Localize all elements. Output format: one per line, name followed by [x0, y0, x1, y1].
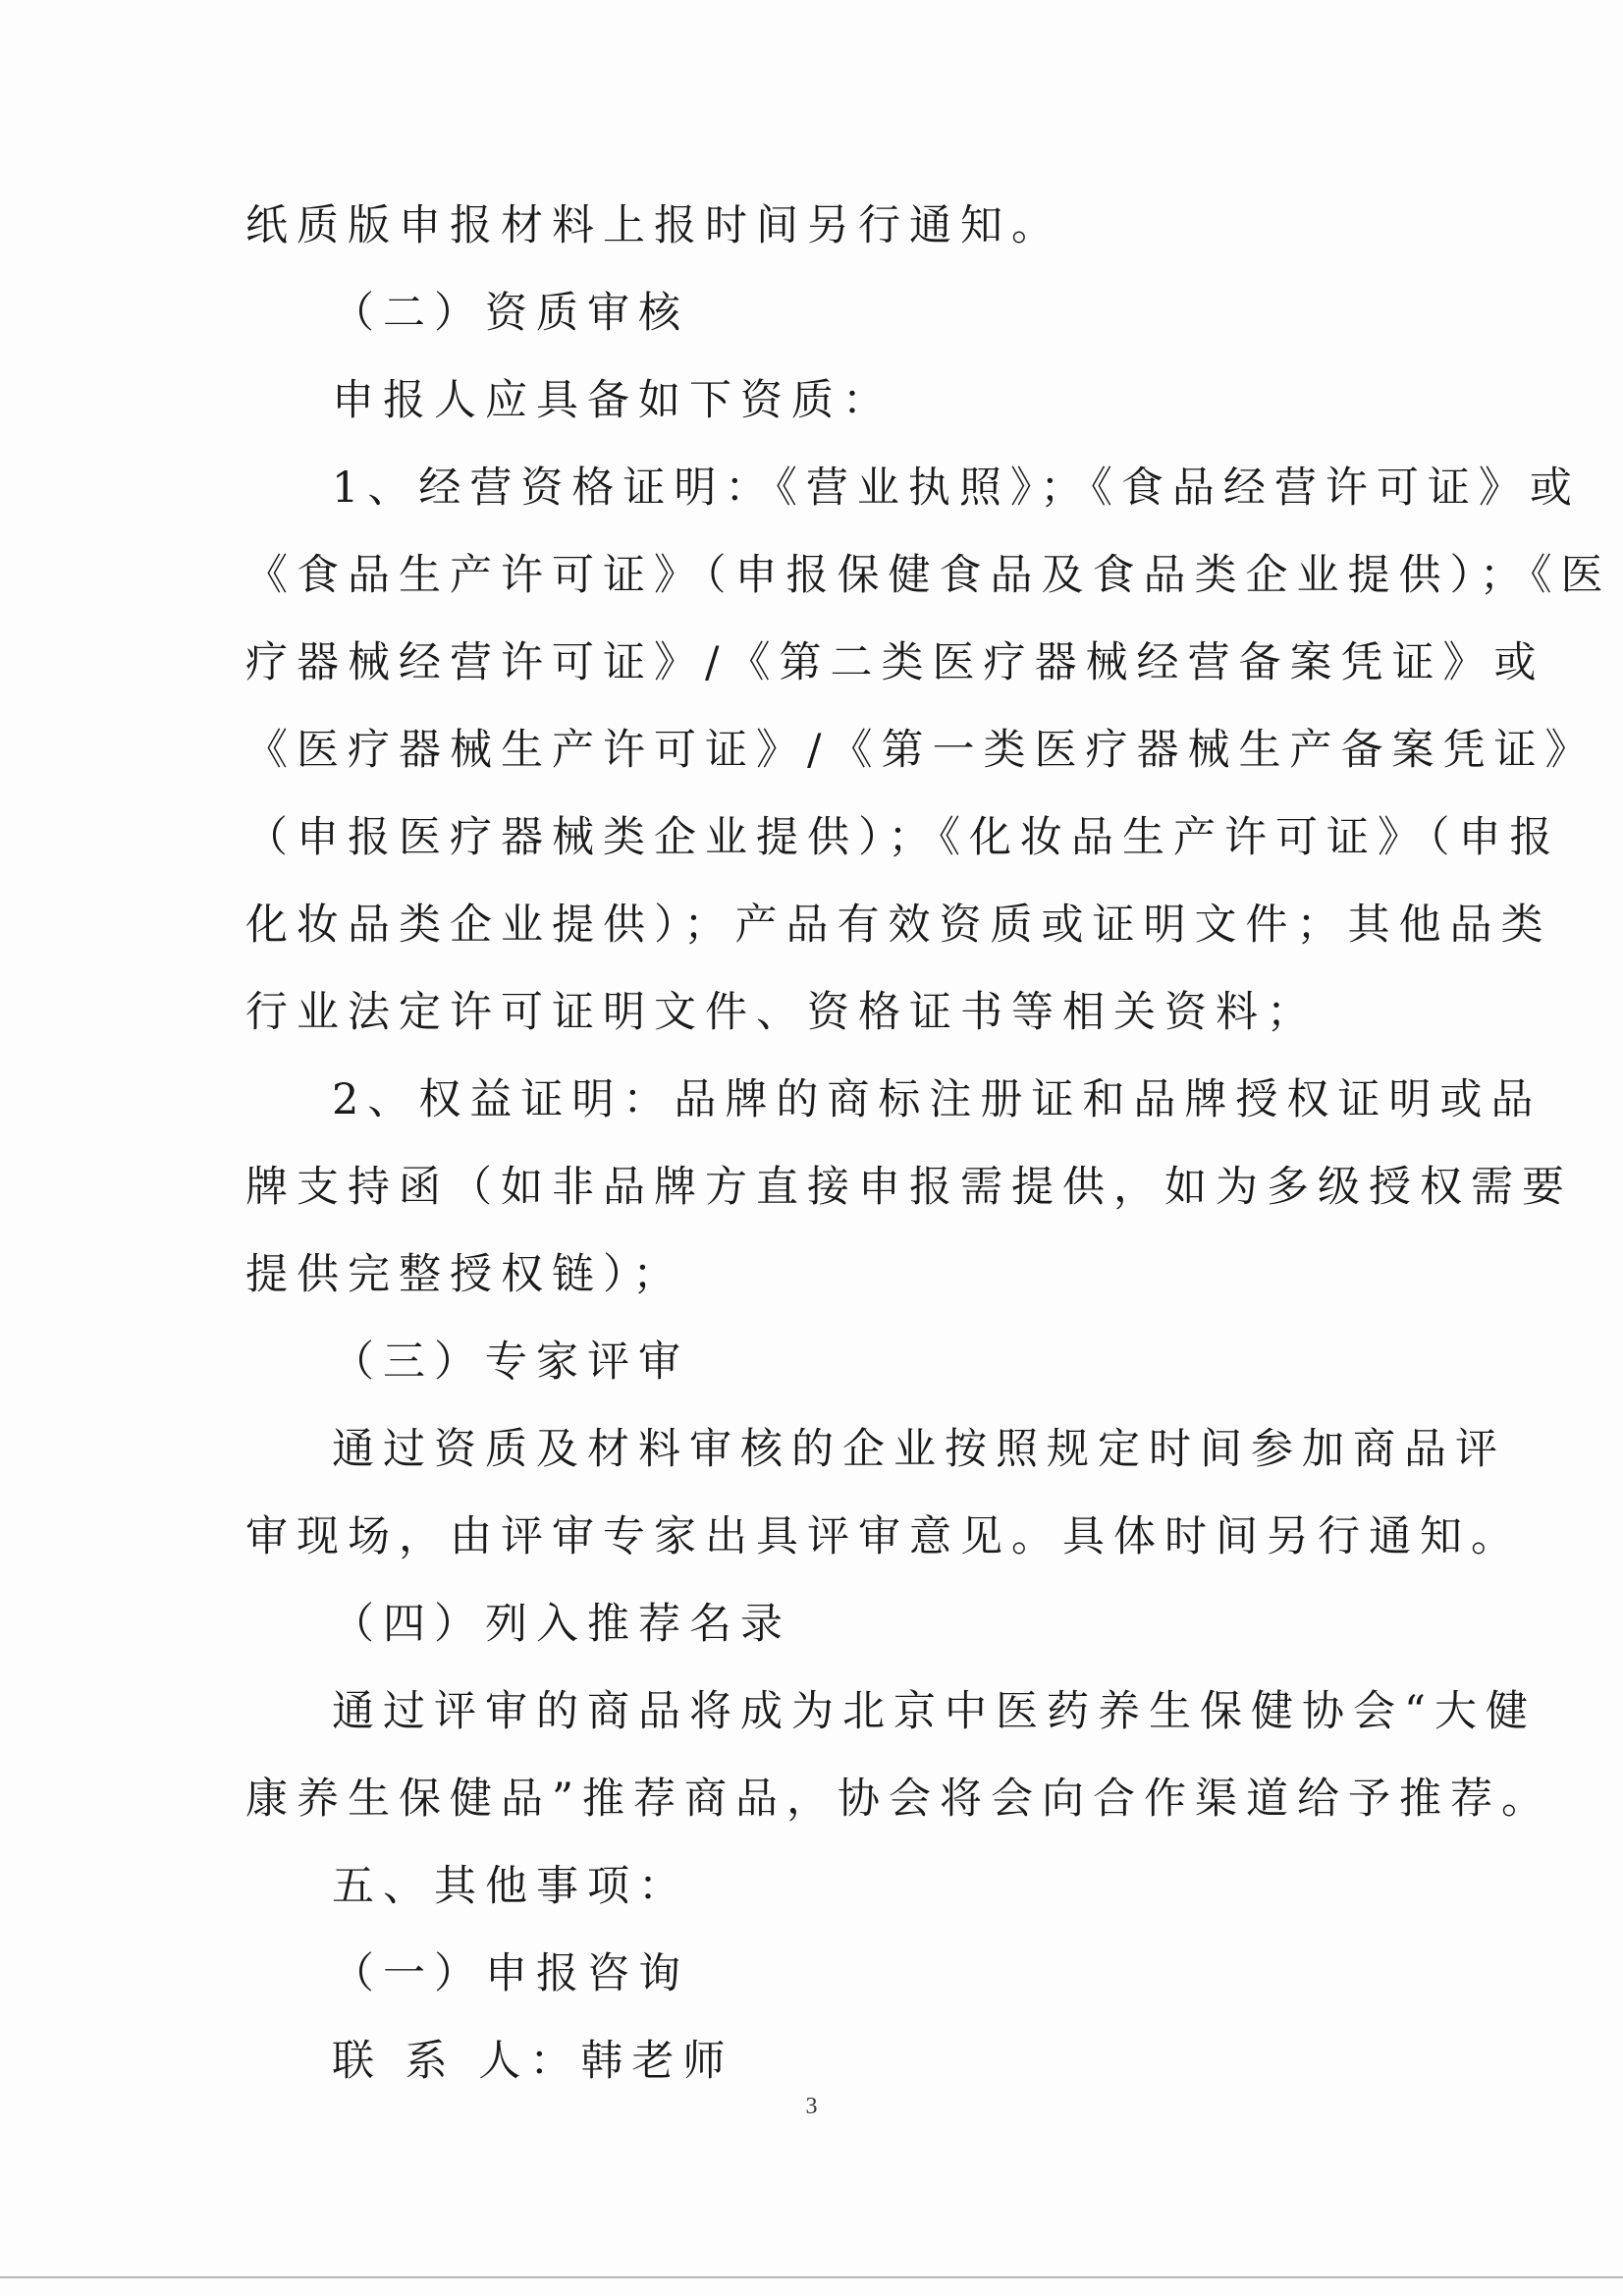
- page-number: 3: [805, 2094, 818, 2119]
- scan-edge-divider: [0, 2276, 1623, 2278]
- contact-line: 联 系 人：韩老师: [332, 2037, 734, 2086]
- list-item-line: 疗器械经营许可证》/《第二类医疗器械经营备案凭证》或: [245, 638, 1545, 687]
- section-heading: （一）申报咨询: [332, 1949, 689, 1998]
- paragraph-line: 审现场，由评审专家出具评审意见。具体时间另行通知。: [245, 1512, 1522, 1561]
- list-item-line: 化妆品类企业提供）；产品有效资质或证明文件；其他品类: [245, 901, 1552, 950]
- list-item-line: 《医疗器械生产许可证》/《第一类医疗器械生产备案凭证》: [245, 726, 1596, 775]
- paragraph-line: 康养生保健品”推荐商品，协会将会向合作渠道给予推荐。: [245, 1775, 1552, 1824]
- list-item-line: 行业法定许可证明文件、资格证书等相关资料；: [245, 988, 1318, 1037]
- list-item-line: 牌支持函（如非品牌方直接申报需提供，如为多级授权需要: [245, 1163, 1573, 1212]
- paragraph-line: 通过评审的商品将成为北京中医药养生保健协会“大健: [332, 1687, 1537, 1736]
- list-item-line: 2、权益证明：品牌的商标注册证和品牌授权证明或品: [332, 1075, 1542, 1124]
- paragraph-line: 通过资质及材料审核的企业按照规定时间参加商品评: [332, 1425, 1506, 1474]
- list-item-line: 1、经营资格证明：《营业执照》；《食品经营许可证》或: [332, 464, 1581, 513]
- list-item-line: 《食品生产许可证》（申报保健食品及食品类企业提供）；《医: [245, 551, 1612, 600]
- section-heading: （三）专家评审: [332, 1338, 689, 1387]
- paragraph-line: 申报人应具备如下资质：: [332, 376, 893, 425]
- list-item-line: （申报医疗器械类企业提供）；《化妆品生产许可证》（申报: [245, 813, 1561, 862]
- list-item-line: 提供完整授权链）；: [245, 1250, 684, 1299]
- paragraph-line: 纸质版申报材料上报时间另行通知。: [245, 201, 1062, 250]
- section-heading: 五、其他事项：: [332, 1862, 689, 1911]
- section-heading: （四）列入推荐名录: [332, 1600, 791, 1649]
- section-heading: （二）资质审核: [332, 289, 689, 338]
